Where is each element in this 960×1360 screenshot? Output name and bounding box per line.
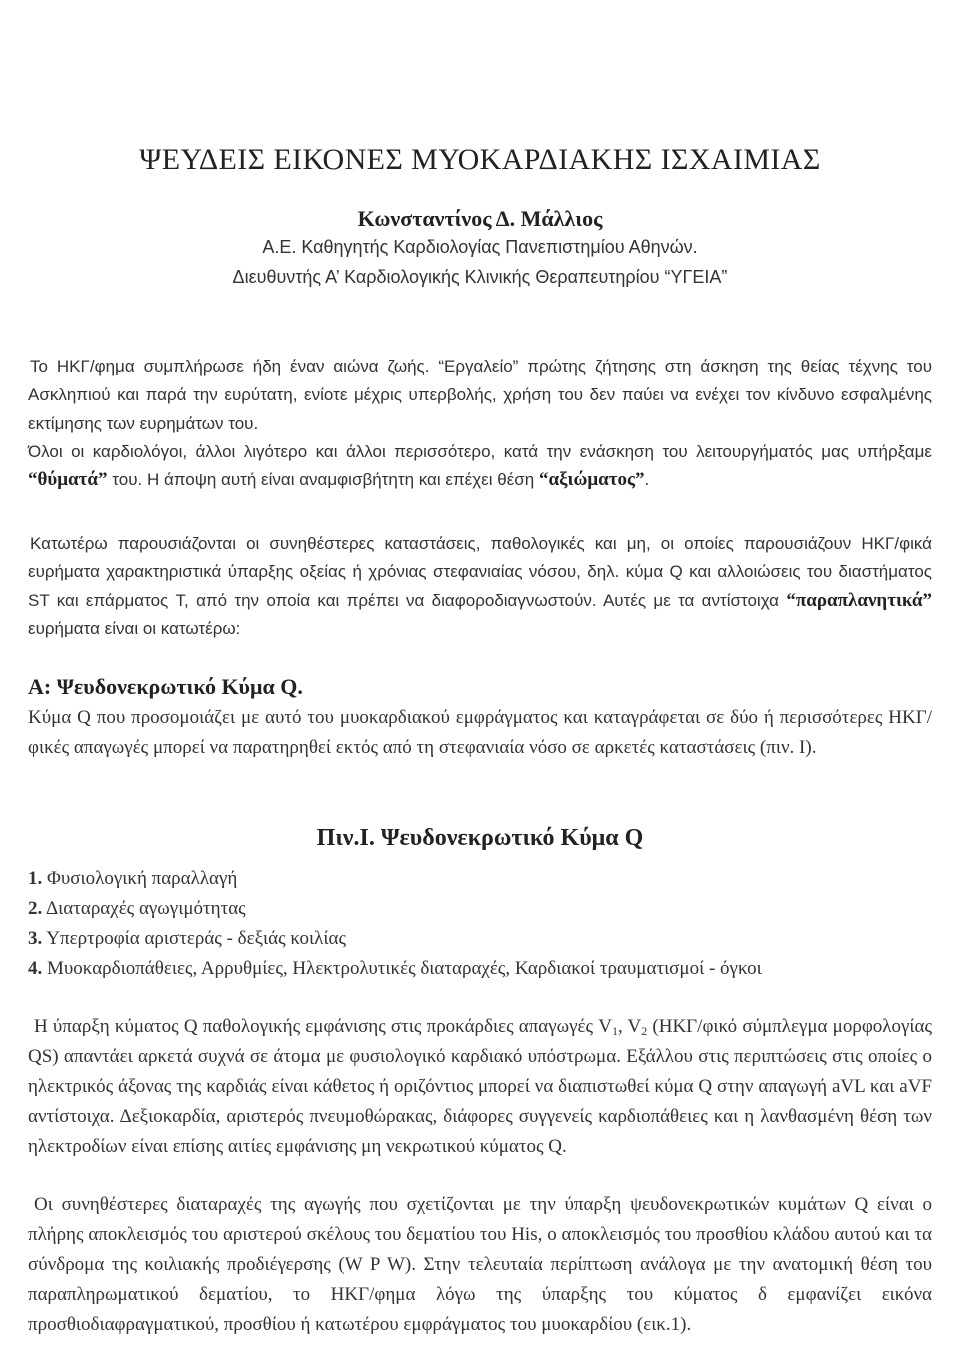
emphasis-misleading: “παραπλανητικά”: [786, 589, 932, 611]
author-name: Κωνσταντίνος Δ. Μάλλιος: [357, 206, 603, 231]
body-p1-text-end: (ΗΚΓ/φικό σύμπλεγμα μορφολογίας QS) απαντάει αρκετά συχνά σε άτομα με φυσιολογικό καρδιακό υπόστρωμα. Εξάλλου στις περιπτώσεις στις οποίες ο ηλεκτρικός άξονας της καρδιάς είναι κάθετος ή οριζόντιος μπορεί να διαπιστωθεί κύμα Q στην απαγωγή aVL και aVF αντίστοιχα. Δεξιοκαρδία, αριστερός πνευμοθώρακας, διάφορες συγγενείς καρδιοπάθειες και η λανθασμένη θέση των ηλεκτροδίων είναι επίσης αιτίες εμφάνισης μη νεκρωτικού κύματος Q.: [28, 1016, 932, 1157]
list-item-number: 2.: [28, 898, 43, 919]
document-title: ΨΕΥΔΕΙΣ ΕΙΚΟΝΕΣ ΜΥΟΚΑΡΔΙΑΚΗΣ ΙΣΧΑΙΜΙΑΣ: [139, 143, 821, 176]
intro-paragraph-2: [28, 438, 932, 495]
list-item-text: Φυσιολογική παραλλαγή: [47, 868, 238, 889]
lead-subscript-1: 1: [611, 1024, 618, 1038]
list-item: [28, 864, 958, 894]
list-item-number: 3.: [28, 928, 43, 949]
section-a-heading: Α: Ψευδονεκρωτικό Κύμα Q.: [28, 674, 303, 699]
table-title: Πιν.Ι. Ψευδονεκρωτικό Κύμα Q: [316, 825, 644, 851]
list-item-text: Μυοκαρδιοπάθειες, Αρρυθμίες, Ηλεκτρολυτικές διαταραχές, Καρδιακοί τραυματισμοί - όγκοι: [47, 958, 762, 979]
lead-subscript-2: 2: [641, 1024, 648, 1038]
body-p1-text-start: Η ύπαρξη κύματος Q παθολογικής εμφάνισης στις προκάρδιες απαγωγές V: [34, 1016, 612, 1037]
emphasis-axiom: “αξιώματος”: [538, 469, 645, 491]
section-a-paragraph: Κύμα Q που προσομοιάζει με αυτό του μυοκαρδιακού εμφράγματος και καταγράφεται σε δύο ή περισσότερες ΗΚΓ/φικές απαγωγές μπορεί να παρατηρηθεί εκτός από τη στεφανιαία νόσο σε αρκετές καταστάσεις (πιν. Ι).: [28, 707, 932, 758]
intro-p3-text-end: ευρήματα είναι οι κατωτέρω:: [28, 618, 241, 638]
list-item: [28, 954, 958, 984]
list-item-text: Διαταραχές αγωγιμότητας: [45, 898, 246, 919]
intro-paragraph-3: [28, 530, 932, 643]
pseudo-q-causes-list: [28, 864, 958, 984]
intro-p2-text-start: Όλοι οι καρδιολόγοι, άλλοι λιγότερο και άλλοι περισσότερο, κατά την ενάσκηση του λειτουργήματός μας υπήρξαμε: [28, 442, 932, 461]
emphasis-victims: “θύματά”: [28, 469, 108, 491]
intro-paragraph-1: Το ΗΚΓ/φημα συμπλήρωσε ήδη έναν αιώνα ζωής. “Εργαλείο” πρώτης ζήτησης στη άσκηση της θείας τέχνης του Ασκληπιού και παρά την ευρύτατη, ενίοτε μέχρις υπερβολής, χρήση του δεν παύει να ενέχει τον κίνδυνο εσφαλμένης εκτίμησης των ευρημάτων του.: [28, 357, 932, 433]
author-affiliation-clinic: Διευθυντής Α’ Καρδιολογικής Κλινικής Θεραπευτηρίου “ΥΓΕΙΑ”: [232, 267, 728, 287]
intro-p2-text-end: .: [644, 470, 650, 490]
body-paragraph-1: [28, 1012, 932, 1162]
list-item: [28, 924, 958, 954]
intro-p3-text-start: Κατωτέρω παρουσιάζονται οι συνηθέστερες καταστάσεις, παθολογικές και μη, οι οποίες παρουσιάζουν ΗΚΓ/φικά ευρήματα χαρακτηριστικά ύπαρξης οξείας ή χρόνιας στεφανιαίας νόσου, δηλ. κύμα Q και αλλοιώσεις του διαστήματος ST και επάρματος T, από την οποία και πρέπει να διαφοροδιαγνωστούν. Αυτές με τα αντίστοιχα: [28, 534, 932, 610]
author-affiliation-academic: Α.Ε. Καθηγητής Καρδιολογίας Πανεπιστημίου Αθηνών.: [262, 237, 698, 257]
body-paragraph-2: Οι συνηθέστερες διαταραχές της αγωγής που σχετίζονται με την ύπαρξη ψευδονεκρωτικών κυμάτων Q είναι ο πλήρης αποκλεισμός του αριστερού σκέλους του δεματίου του His, ο αποκλεισμός του προσθίου κλάδου αυτού και τα σύνδρομα της κοιλιακής προδιέγερσης (W P W). Στην τελευταία περίπτωση ανάλογα με την ανατομική θέση του παραπληρωματικού δεματίου, το ΗΚΓ/φημα λόγω της ύπαρξης του κύματος δ εμφανίζει εικόνα προσθιοδιαφραγματικού, προσθίου ή κατωτέρου εμφράγματος του μυοκαρδίου (εικ.1).: [28, 1194, 932, 1335]
intro-p2-text-middle: του. Η άποψη αυτή είναι αναμφισβήτητη και επέχει θέση: [112, 470, 535, 490]
list-item: [28, 894, 958, 924]
body-p1-text-middle: , V: [617, 1016, 642, 1037]
list-item-number: 4.: [28, 958, 43, 979]
list-item-text: Υπερτροφία αριστεράς - δεξιάς κοιλίας: [46, 928, 346, 949]
list-item-number: 1.: [28, 868, 43, 889]
